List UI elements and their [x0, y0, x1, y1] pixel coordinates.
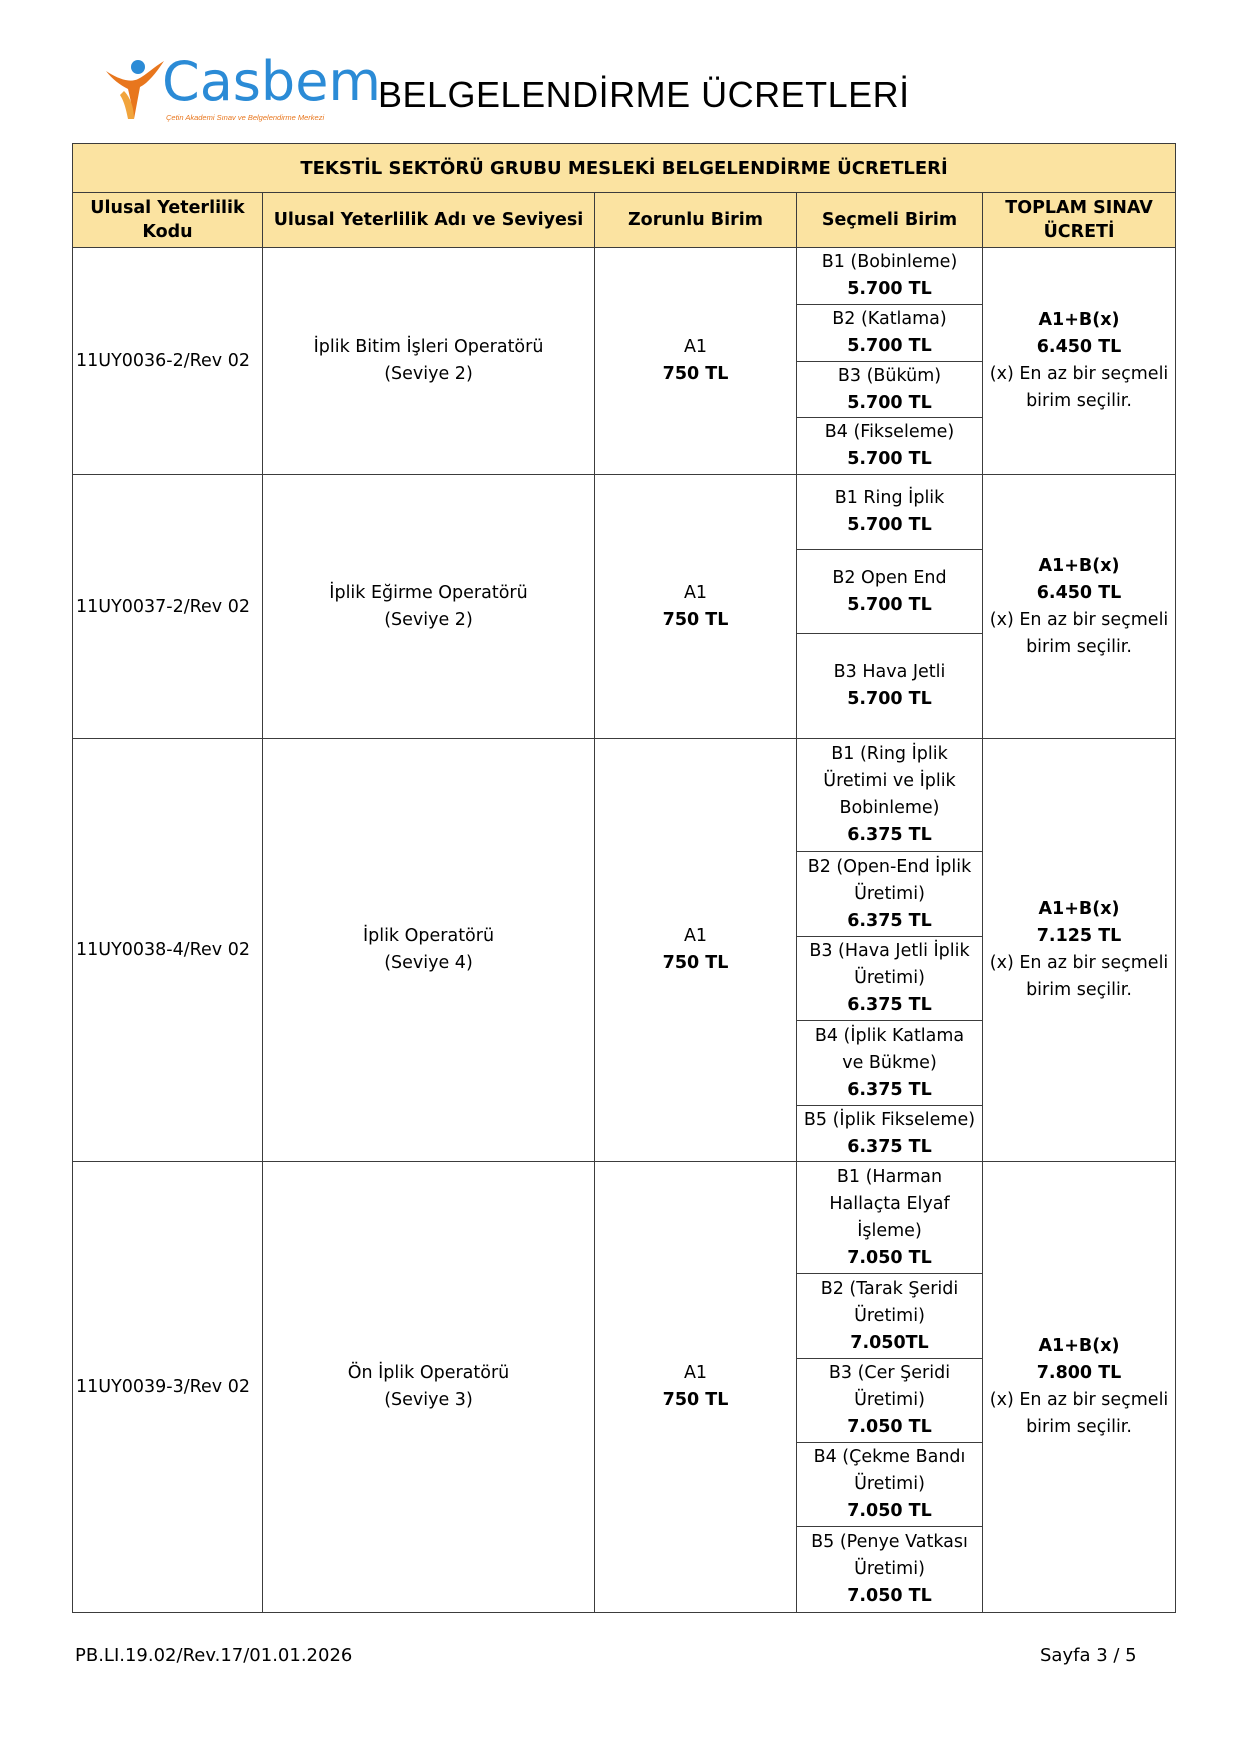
- column-header-name: Ulusal Yeterlilik Adı ve Seviyesi: [263, 193, 595, 248]
- elective-unit: B5 (Penye Vatkası Üretimi) 7.050 TL: [811, 1532, 968, 1606]
- total-note: birim seçilir.: [1026, 1417, 1132, 1437]
- qualification-code: 11UY0039-3/Rev 02: [73, 1162, 263, 1613]
- qualification-level: (Seviye 2): [384, 609, 473, 630]
- elective-unit: B4 (Çekme Bandı Üretimi) 7.050 TL: [797, 1443, 982, 1527]
- mandatory-unit: A1: [683, 1363, 708, 1383]
- qualification-level: (Seviye 4): [384, 953, 473, 973]
- elective-unit: B1 Ring İplik 5.700 TL: [797, 475, 982, 550]
- table-group-title: TEKSTİL SEKTÖRÜ GRUBU MESLEKİ BELGELENDİRME ÜCRETLERİ: [73, 144, 1176, 193]
- total-fee: 7.125 TL: [1036, 926, 1122, 946]
- page-number: Sayfa 3 / 5: [1040, 1645, 1137, 1666]
- qualification-code: 11UY0038-4/Rev 02: [73, 739, 263, 1162]
- elective-unit: B4 (İplik Katlama ve Bükme) 6.375 TL: [797, 1021, 982, 1106]
- total-note: (x) En az bir seçmeli: [989, 364, 1169, 384]
- column-header-elective: Seçmeli Birim: [797, 193, 983, 248]
- total-formula: A1+B(x): [1038, 899, 1120, 919]
- total-fee-cell: [983, 248, 1176, 475]
- qualification-name-cell: [263, 739, 595, 1162]
- total-fee-cell: [983, 475, 1176, 739]
- mandatory-unit-cell: [595, 248, 797, 475]
- total-fee: 6.450 TL: [1036, 582, 1122, 603]
- total-note: (x) En az bir seçmeli: [989, 953, 1169, 973]
- total-note: birim seçilir.: [1026, 636, 1132, 657]
- total-note: birim seçilir.: [1026, 980, 1132, 1000]
- mandatory-unit: A1: [683, 582, 708, 603]
- fee-table: [72, 143, 1176, 1613]
- total-note: (x) En az bir seçmeli: [989, 609, 1169, 630]
- total-fee-cell: [983, 739, 1176, 1162]
- qualification-level: (Seviye 3): [384, 1390, 473, 1410]
- qualification-name: İplik Eğirme Operatörü: [329, 582, 528, 603]
- column-header-mandatory: Zorunlu Birim: [595, 193, 797, 248]
- mandatory-fee: 750 TL: [662, 364, 729, 384]
- casbem-logo: [104, 50, 382, 127]
- qualification-name-cell: [263, 475, 595, 739]
- logo-tagline: Çetin Akademi Sınav ve Belgelendirme Merkezi: [166, 113, 325, 122]
- logo-figure-icon: [104, 57, 166, 123]
- elective-unit: B2 Open End 5.700 TL: [797, 550, 982, 634]
- elective-unit: B5 (İplik Fikseleme) 6.375 TL: [803, 1109, 976, 1157]
- mandatory-unit: A1: [683, 337, 708, 357]
- total-fee-cell: [983, 1162, 1176, 1613]
- elective-units-cell: [797, 475, 983, 739]
- logo-wordmark: Casbem: [162, 50, 382, 113]
- elective-unit: B2 (Katlama) 5.700 TL: [797, 305, 982, 362]
- elective-units-cell: [797, 1162, 983, 1613]
- elective-unit: B3 (Cer Şeridi Üretimi) 7.050 TL: [797, 1359, 982, 1443]
- total-note: (x) En az bir seçmeli: [989, 1390, 1169, 1410]
- elective-unit: B3 Hava Jetli 5.700 TL: [833, 662, 946, 709]
- total-formula: A1+B(x): [1038, 1336, 1120, 1356]
- column-header-code: Ulusal Yeterlilik Kodu: [73, 193, 263, 248]
- mandatory-unit: A1: [683, 926, 708, 946]
- elective-units-cell: [797, 739, 983, 1162]
- qualification-name-cell: [263, 1162, 595, 1613]
- table-row: [73, 475, 1176, 739]
- qualification-name: İplik Bitim İşleri Operatörü: [313, 337, 544, 357]
- page-title: BELGELENDİRME ÜCRETLERİ: [378, 74, 910, 115]
- mandatory-unit-cell: [595, 1162, 797, 1613]
- elective-unit: B3 (Büküm) 5.700 TL: [797, 362, 982, 418]
- qualification-name: Ön İplik Operatörü: [347, 1363, 510, 1383]
- mandatory-unit-cell: [595, 475, 797, 739]
- elective-unit: B2 (Tarak Şeridi Üretimi) 7.050TL: [797, 1274, 982, 1359]
- elective-unit: B1 (Harman Hallaçta Elyaf İşleme) 7.050 TL: [797, 1162, 982, 1274]
- elective-unit: B2 (Open-End İplik Üretimi) 6.375 TL: [797, 852, 982, 937]
- qualification-level: (Seviye 2): [384, 364, 473, 384]
- elective-units-cell: [797, 248, 983, 475]
- qualification-name-cell: [263, 248, 595, 475]
- total-note: birim seçilir.: [1026, 391, 1132, 411]
- elective-unit: B4 (Fikseleme) 5.700 TL: [824, 422, 955, 469]
- column-header-total: TOPLAM SINAV ÜCRETİ: [983, 193, 1176, 248]
- table-row: [73, 248, 1176, 475]
- mandatory-fee: 750 TL: [662, 953, 729, 973]
- total-formula: A1+B(x): [1038, 555, 1120, 576]
- mandatory-fee: 750 TL: [662, 609, 729, 630]
- total-formula: A1+B(x): [1038, 310, 1120, 330]
- mandatory-fee: 750 TL: [662, 1390, 729, 1410]
- elective-unit: B1 (Ring İplik Üretimi ve İplik Bobinleme) 6.375 TL: [797, 739, 982, 852]
- elective-unit: B1 (Bobinleme) 5.700 TL: [797, 248, 982, 305]
- total-fee: 7.800 TL: [1036, 1363, 1122, 1383]
- qualification-code: 11UY0037-2/Rev 02: [73, 475, 263, 739]
- elective-unit: B3 (Hava Jetli İplik Üretimi) 6.375 TL: [797, 937, 982, 1021]
- mandatory-unit-cell: [595, 739, 797, 1162]
- document-code: PB.LI.19.02/Rev.17/01.01.2026: [75, 1645, 353, 1666]
- page-header: [104, 50, 1004, 135]
- qualification-code: 11UY0036-2/Rev 02: [73, 248, 263, 475]
- table-row: [73, 1162, 1176, 1613]
- qualification-name: İplik Operatörü: [362, 926, 495, 946]
- table-row: [73, 739, 1176, 1162]
- total-fee: 6.450 TL: [1036, 337, 1122, 357]
